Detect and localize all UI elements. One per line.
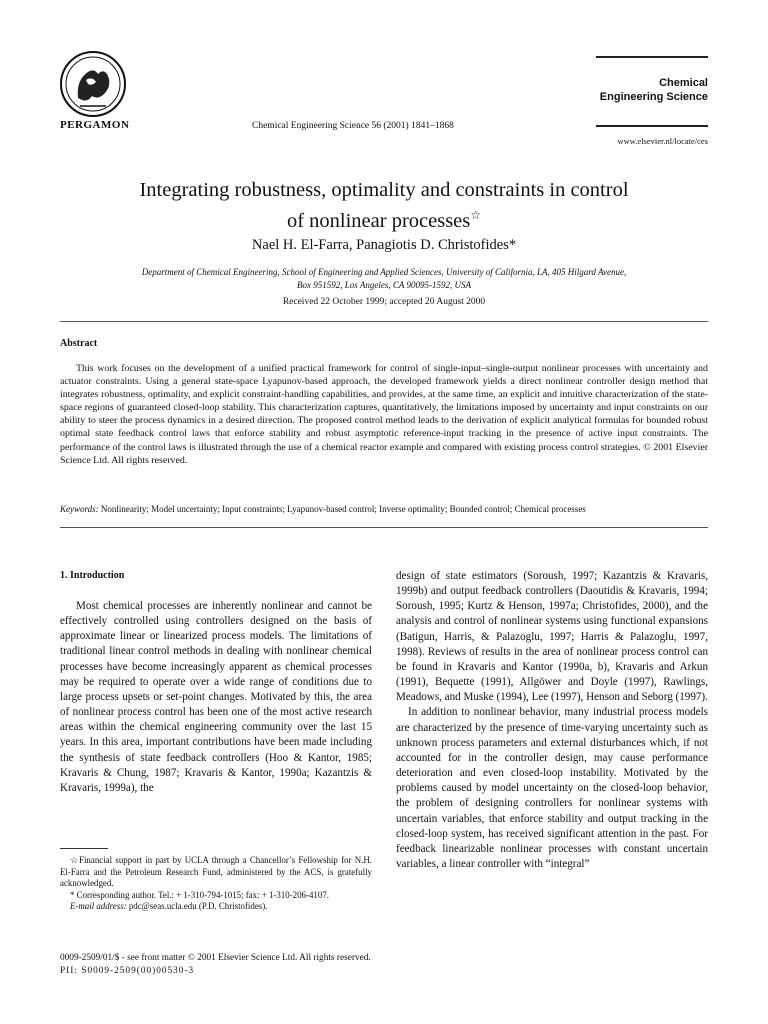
affiliation bbox=[70, 266, 698, 291]
journal-rule-top bbox=[596, 56, 708, 58]
journal-rule-bottom bbox=[596, 125, 708, 127]
footnotes bbox=[60, 855, 372, 913]
email-address[interactable]: pdc@seas.ucla.edu (P.D. Christofides). bbox=[126, 901, 268, 912]
publisher-logo bbox=[58, 50, 128, 118]
intro-paragraph-left: Most chemical processes are inherently nonlinear and cannot be effectively controlled using controllers designed on the basis of approximate linear or linearized process models. The limitations of traditional linear control methods in dealing with nonlinear chemical processes have become increasingly apparent as chemical processes may be required to operate over a wide range of conditions due to large process upsets or set-point changes. Motivated by this, the area of nonlinear process control has been one of the most active research areas within the chemical engineering community over the last 15 years. In this area, important contributions have been made including the synthesis of state feedback controllers (Hoo & Kantor, 1985; Kravaris & Chung, 1987; Kravaris & Kantor, 1990a; Kazantzis & Kravaris, 1999a), the bbox=[60, 600, 372, 794]
footnote-email bbox=[60, 901, 372, 913]
affiliation-line2: Box 951592, Los Angeles, CA 90095-1592, USA bbox=[297, 279, 471, 290]
title-line1: Integrating robustness, optimality and constraints in control bbox=[139, 179, 629, 201]
publisher-name: PERGAMON bbox=[60, 119, 130, 131]
pii-line: PII: S0009-2509(00)00530-3 bbox=[60, 966, 195, 976]
journal-name-line2: Engineering Science bbox=[599, 91, 708, 103]
journal-url[interactable]: www.elsevier.nl/locate/ces bbox=[617, 136, 708, 146]
journal-citation: Chemical Engineering Science 56 (2001) 1841–1868 bbox=[252, 121, 454, 131]
intro-paragraph-right-2: In addition to nonlinear behavior, many industrial process models are characterized by the presence of time-varying uncertainty such as unknown process parameters and external disturbances which, if not accounted for in the controller design, may cause performance deterioration and even closed-loop instability. Motivated by the problems caused by model uncertainty on the closed-loop behavior, the problem of designing controllers for nonlinear systems with uncertain variables, that enforce stability and output tracking in the closed-loop system, has received significant attention in the past. For feedback linearizable nonlinear processes with constant uncertain variables, a linear controller with “integral” bbox=[396, 706, 708, 870]
front-matter-line: 0009-2509/01/$ - see front matter © 2001 Elsevier Science Ltd. All rights reserved. bbox=[60, 953, 371, 963]
section-heading: 1. Introduction bbox=[60, 570, 125, 581]
keywords-list: Nonlinearity; Model uncertainty; Input constraints; Lyapunov-based control; Inverse optimality; Bounded control; Chemical processes bbox=[100, 504, 586, 514]
keywords bbox=[60, 504, 708, 514]
footnote-rule bbox=[60, 848, 108, 849]
email-label: E-mail address: bbox=[70, 901, 127, 912]
keywords-label: Keywords: bbox=[60, 504, 99, 514]
article-title bbox=[70, 178, 698, 234]
abstract-heading: Abstract bbox=[60, 338, 98, 349]
abstract-text: This work focuses on the development of a unified practical framework for control of single-input–single-output nonlinear processes with uncertainty and actuator constraints. Using a general state-space Lyapunov-based approach, the developed framework yields a direct nonlinear controller design method that integrates robustness, optimality, and explicit constraint-handling capabilities, and provides, at the same time, an explicit and intuitive characterization of the state-space regions of guaranteed closed-loop stability. This characterization captures, quantitatively, the limitations imposed by uncertainty and input constraints on our ability to steer the process dynamics in a desired direction. The proposed control method leads to the derivation of explicit analytical formulas for bounded robust optimal state feedback control laws that enforce stability and robust asymptotic reference-input tracking in the presence of active input constraints. The performance of the control laws is illustrated through the use of a chemical reactor example and compared with existing process control strategies. © 2001 Elsevier Science Ltd. All rights reserved. bbox=[60, 363, 708, 466]
intro-paragraph-right-1: design of state estimators (Soroush, 1997; Kazantzis & Kravaris, 1999b) and output feedback controllers (Daoutidis & Kravaris, 1994; Soroush, 1995; Kurtz & Henson, 1997a; Christofides, 2000), and the analysis and control of nonlinear systems using functional expansions (Batigun, Harris, & Palazoglu, 1997; Harris & Palazoglu, 1997, 1998). Reviews of results in the area of nonlinear process control can be found in Kravaris and Kantor (1990a, b), Kravaris and Arkun (1991), Bequette (1991), Allgöwer and Doyle (1997), Rawlings, Meadows, and Muske (1994), Lee (1997), Henson and Seborg (1997). bbox=[396, 570, 708, 704]
abstract-rule-top bbox=[60, 321, 708, 322]
journal-name bbox=[596, 76, 708, 104]
footnote-corresponding: * Corresponding author. Tel.: + 1-310-794-1015; fax: + 1-310-206-4107. bbox=[70, 889, 329, 900]
right-column bbox=[396, 569, 708, 872]
title-line2: of nonlinear processes bbox=[286, 209, 471, 232]
title-footnote-mark: ☆ bbox=[470, 208, 482, 222]
received-dates: Received 22 October 1999; accepted 20 August 2000 bbox=[282, 297, 486, 307]
affiliation-line1: Department of Chemical Engineering, School of Engineering and Applied Sciences, University of California, LA, 405 Hilgard Avenue, bbox=[141, 267, 627, 277]
footnote-funding: ☆Financial support in part by UCLA through a Chancellor’s Fellowship for N.H. El-Farra and the Petroleum Research Fund, administered by the ACS, is gratefully acknowledged. bbox=[60, 855, 372, 889]
abstract-rule-bottom bbox=[60, 527, 708, 528]
journal-name-line1: Chemical bbox=[659, 77, 708, 89]
authors: Nael H. El-Farra, Panagiotis D. Christofides* bbox=[251, 237, 517, 253]
